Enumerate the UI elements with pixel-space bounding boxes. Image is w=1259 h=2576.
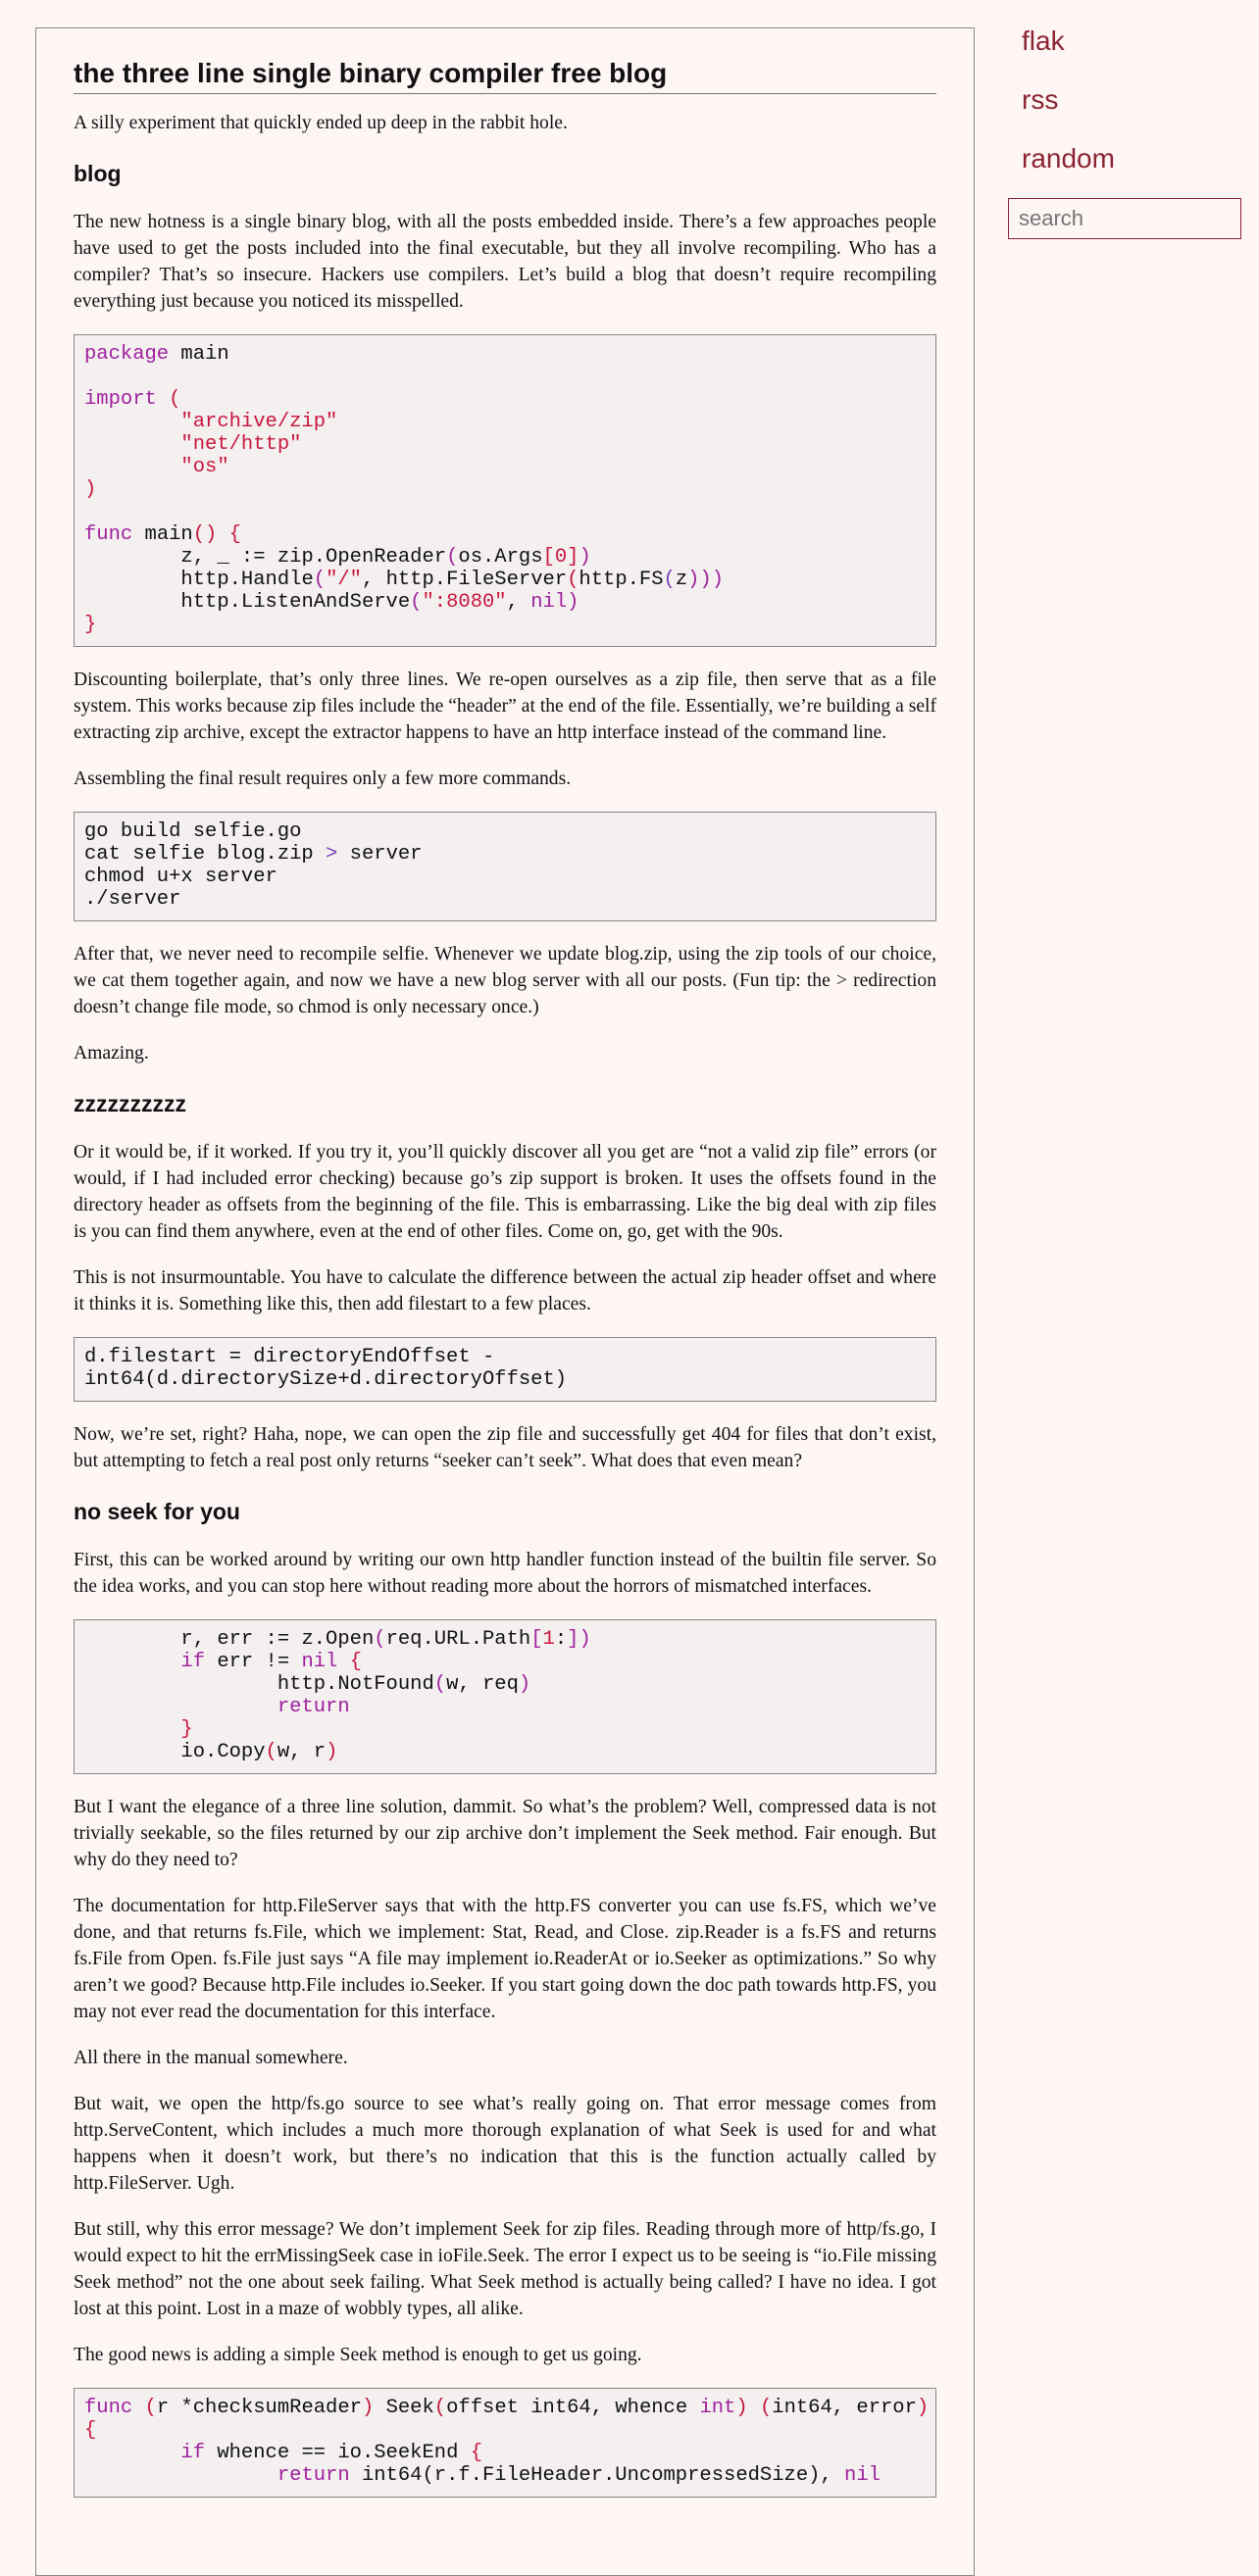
code-token: [ (542, 546, 555, 569)
code-token: ( (410, 591, 423, 614)
nav-link-flak[interactable]: flak (1022, 25, 1065, 56)
code-token: nil (844, 2464, 881, 2487)
code-token: ) (735, 2397, 748, 2419)
code-token: io.Copy (180, 1741, 266, 1763)
code-token: ( (265, 1741, 277, 1763)
code-token: http.FS (579, 569, 664, 591)
code-token: ( (156, 388, 181, 411)
code-token: ( (132, 2397, 157, 2419)
code-block-seek (74, 2388, 936, 2498)
code-block-build (74, 812, 936, 921)
code-token: w, r (277, 1741, 327, 1763)
code-token: return (277, 2464, 350, 2487)
code-token: main (169, 343, 229, 366)
sidebar (1008, 24, 1243, 239)
code-token: { (337, 1651, 362, 1673)
code-token: ]) (567, 1628, 591, 1651)
code-token: z, _ := zip.OpenReader (180, 546, 447, 569)
section-heading-seek: no seek for you (74, 1499, 240, 1524)
search-input[interactable] (1008, 198, 1241, 239)
code-token: ) (84, 478, 97, 501)
paragraph: The new hotness is a single binary blog, with all the posts embedded inside. There’s a few approaches people have used to get the posts included into the final executable, but they all involve recompiling. Who has a compiler? That’s so insecure. Hackers use compilers. Let’s build a blog that doesn’t require recompiling everything just because you noticed its misspelled. (74, 212, 936, 312)
paragraph: But I want the elegance of a three line solution, dammit. So what’s the problem? Well, compressed data is not trivially seekable, so the files returned by our zip archive don’t implement the Seek method. Fair enough. But why do they need to? (74, 1797, 936, 1870)
code-token: cat selfie blog.zip (84, 843, 327, 866)
code-token: main (132, 523, 193, 546)
code-token: ) (567, 591, 579, 614)
article (35, 27, 975, 2576)
code-token: { (84, 2419, 97, 2442)
code-token: ( (567, 569, 579, 591)
code-token: ) (916, 2397, 930, 2419)
paragraph: But wait, we open the http/fs.go source to see what’s really going on. That error message comes from http.ServeContent, which includes a much more thorough explanation of what Seek is used for and what happens when it doesn’t work, but there’s no indication that this is the function actually called by http.FileServer. Ugh. (74, 2094, 936, 2194)
code-token: d.filestart = directoryEndOffset - (84, 1346, 495, 1368)
section-heading-blog: blog (74, 161, 122, 186)
code-token: server (337, 843, 423, 866)
code-token: if (180, 1651, 206, 1673)
code-token: ( (433, 1673, 447, 1696)
paragraph: The good news is adding a simple Seek method is enough to get us going. (74, 2345, 642, 2365)
paragraph: All there in the manual somewhere. (74, 2048, 348, 2068)
section-heading-zzz: zzzzzzzzzz (74, 1091, 186, 1116)
code-token: ( (663, 569, 676, 591)
code-token: ))) (687, 569, 725, 591)
nav-link-random[interactable]: random (1022, 143, 1115, 173)
code-token: ( (747, 2397, 773, 2419)
code-token: nil (301, 1651, 338, 1673)
code-token: "net/http" (180, 433, 302, 456)
article-intro: A silly experiment that quickly ended up deep in the rabbit hole. (74, 113, 568, 133)
code-token: ./server (84, 888, 181, 911)
code-token: nil (530, 591, 568, 614)
code-token: [ (530, 1628, 543, 1651)
code-token: ) (579, 546, 591, 569)
code-token: package (84, 343, 170, 366)
code-token: int64(r.f.FileHeader.UncompressedSize), (349, 2464, 845, 2487)
code-token: r, err := z.Open (180, 1628, 375, 1651)
code-token: ( (313, 569, 327, 591)
code-token: ) (326, 1741, 338, 1763)
code-token: () (192, 523, 218, 546)
paragraph: Assembling the final result requires only a few more commands. (74, 768, 572, 789)
paragraph: But still, why this error message? We don’t implement Seek for zip files. Reading through more of http/fs.go, I would expect to hit the errMissingSeek case in ioFile.Seek. The error I expect us to be seeing is “io.File missing Seek method” not the one about seek failing. What Seek method is actually being called? I have no idea. I got lost at this point. Lost in a maze of wobbly types, all alike. (74, 2219, 936, 2319)
code-token: http.Handle (180, 569, 314, 591)
paragraph: The documentation for http.FileServer says that with the http.FS converter you can use fs.FS, which we’ve done, and that returns fs.File, which we implement: Stat, Read, and Close. zip.Reader is a fs.FS and returns fs.File from Open. fs.File just says “A file may implement io.ReaderAt or io.Seeker as optimizations.” So why aren’t we good? Because http.File includes io.Seeker. If you start going down the doc path towards http.FS, you may not ever read the documentation for this interface. (74, 1896, 936, 2022)
nav-link-rss[interactable]: rss (1022, 84, 1059, 115)
code-token: func (84, 523, 133, 546)
paragraph: First, this can be worked around by writing our own http handler function instead of the builtin file server. So the idea works, and you can stop here without reading more about the horrors of mismatched interfaces. (74, 1550, 936, 1597)
code-token: { (217, 523, 241, 546)
code-token: ( (433, 2397, 447, 2419)
code-token: ( (446, 546, 459, 569)
code-token: { (470, 2442, 482, 2464)
code-token: r *checksumReader (156, 2397, 362, 2419)
code-block-filestart (74, 1337, 936, 1402)
code-token: func (84, 2397, 133, 2419)
code-token: return (277, 1696, 350, 1718)
code-token: Seek (374, 2397, 434, 2419)
code-token: : (554, 1628, 568, 1651)
code-token: go build selfie.go (84, 820, 302, 843)
code-token: int64(d.directorySize+d.directoryOffset) (84, 1368, 568, 1391)
code-token: w, req (446, 1673, 519, 1696)
code-token: "/" (326, 569, 362, 591)
code-token: , http.FileServer (361, 569, 568, 591)
code-token: import (84, 388, 157, 411)
code-token: } (84, 614, 97, 636)
page-title: the three line single binary compiler free blog (74, 56, 936, 94)
code-token: chmod u+x server (84, 866, 277, 888)
code-token: } (180, 1718, 193, 1741)
code-token: ) (361, 2397, 375, 2419)
code-token: ] (567, 546, 579, 569)
code-token: z (675, 569, 688, 591)
paragraph: Or it would be, if it worked. If you try it, you’ll quickly discover all you get are “not a valid zip file” errors (or would, if I had included error checking) because go’s zip support is broken. It uses the offsets found in the directory header as offsets from the beginning of the file. This is embarrassing. Like the big deal with zip files is you can find them anywhere, even at the end of other files. Come on, go, get with the 90s. (74, 1142, 936, 1242)
code-token: offset int64, whence (446, 2397, 700, 2419)
code-token: http.NotFound (277, 1673, 434, 1696)
code-block-handler (74, 1619, 936, 1774)
code-token: ":8080" (422, 591, 507, 614)
paragraph: Discounting boilerplate, that’s only three lines. We re-open ourselves as a zip file, then serve that as a file system. This works because zip files include the “header” at the end of the file. Essentially, we’re building a self extracting zip archive, except the extractor happens to have an http interface instead of the command line. (74, 669, 936, 743)
code-token: 1 (542, 1628, 555, 1651)
code-token: "archive/zip" (180, 411, 338, 433)
paragraph: Now, we’re set, right? Haha, nope, we can open the zip file and successfully get 404 for files that don’t exist, but attempting to fetch a real post only returns “seeker can’t seek”. What does that even mean? (74, 1424, 936, 1471)
code-token: if (180, 2442, 206, 2464)
code-token: os.Args (458, 546, 543, 569)
code-token: int (699, 2397, 736, 2419)
code-token: http.ListenAndServe (180, 591, 411, 614)
paragraph: Amazing. (74, 1043, 149, 1064)
code-token: > (326, 843, 338, 866)
paragraph: After that, we never need to recompile selfie. Whenever we update blog.zip, using the zip tools of our choice, we cat them together again, and now we have a new blog server with all our posts. (Fun tip: the > redirection doesn’t change file mode, so chmod is only necessary once.) (74, 944, 936, 1017)
code-token: ( (374, 1628, 386, 1651)
code-block-main (74, 334, 936, 647)
paragraph: This is not insurmountable. You have to calculate the difference between the actual zip header offset and where it thinks it is. Something like this, then add filestart to a few places. (74, 1267, 936, 1314)
code-token: int64, error (772, 2397, 917, 2419)
code-token: , (506, 591, 531, 614)
code-token: "os" (180, 456, 229, 478)
code-token: ) (518, 1673, 531, 1696)
code-token: req.URL.Path (385, 1628, 531, 1651)
code-token: 0 (554, 546, 568, 569)
code-token: err != (205, 1651, 302, 1673)
code-token: whence == io.SeekEnd (205, 2442, 471, 2464)
